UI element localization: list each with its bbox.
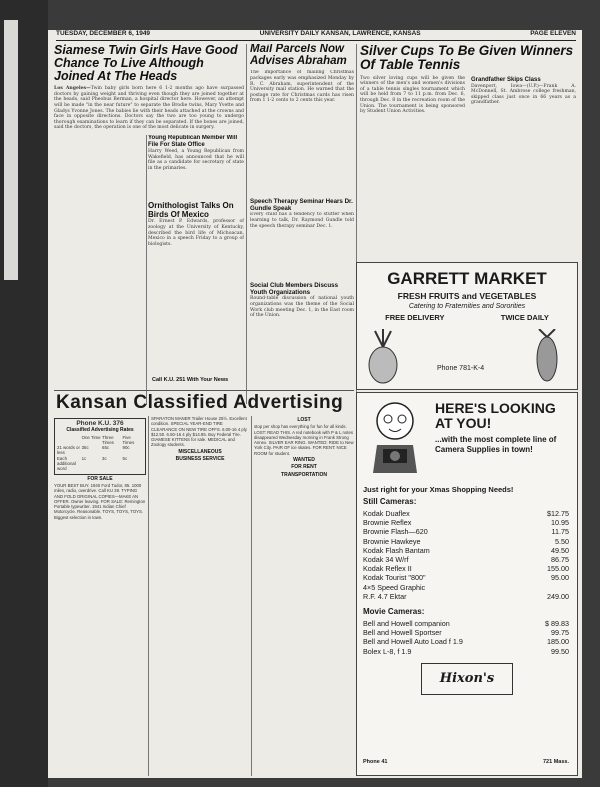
camera-ad xyxy=(356,392,578,776)
camera-sub: ...with the most complete line of Camera Supplies in town! xyxy=(435,435,557,454)
silver-text: Two silver loving cups will be given the winners of the men's and women's divisions of a table tennis singles tournament which will be held from 7 to 11 p.m. from Dec. 6, through Dec. 8 in the recreation room of the Union. The tournament is being sponsored by Student Union Activities. xyxy=(360,75,465,115)
movie-price: 99.75 xyxy=(551,628,569,638)
category-wanted: WANTED xyxy=(293,457,315,464)
still-model: Kodak 34 W/rf xyxy=(363,555,409,565)
young-rep-text: Harry Weed, a Young Republican from Wakefield, has announced that he will file as a candidate for secretary of state in the primaries. xyxy=(148,149,244,171)
category-for-sale: FOR SALE xyxy=(87,475,113,482)
siamese-dateline: Los Angeles— xyxy=(54,86,91,92)
binder-tab xyxy=(4,20,18,280)
column-rule xyxy=(251,416,252,776)
still-model: Kodak Reflex II xyxy=(363,564,412,574)
silver-cups-story xyxy=(360,44,576,284)
rates-box xyxy=(54,418,146,475)
vegetables-icon xyxy=(525,329,569,385)
still-model: Brownie Flash—620 xyxy=(363,527,428,537)
rates-title: Classified Advertising Rates xyxy=(66,427,134,434)
movie-model: Bell and Howell companion xyxy=(363,619,450,628)
still-price: 86.75 xyxy=(551,555,569,565)
still-price: 249.00 xyxy=(547,591,569,601)
category-transportation: TRANSPORTATION xyxy=(281,471,327,478)
young-rep-column xyxy=(148,135,244,395)
siamese-text: Twin baby girls born here 6 1-2 months ago have surpassed doctors by gaining weight and thriving even though they are joined together at the heads, said Pheobus Berman, a hospital director here. However, an attempt will be made "in the near future" to separate the Brodie twins, Mary Yvette and Gladys Yvonne Jones. The babies lie with their heads attached at the crowns and face in opposite directions. Doctors say the two are too young to undergo thorough examinations to learn if they can be separated. If the bones are joined, said the doctors, the operation is one of the most delicate in surgery. xyxy=(54,86,244,131)
still-row xyxy=(363,537,569,546)
mail-text: The importance of mailing Christmas packages early was emphasized Monday by R. C. Abraham, superintendent of the University mail station. He warned that the postage rate for Christmas cards has risen from 1 1-2 cents to 2 cents this year. xyxy=(250,70,354,104)
classified-phone: Phone K.U. 376 xyxy=(76,420,124,427)
movie-row xyxy=(363,637,569,646)
movie-row xyxy=(363,628,569,637)
still-price: 49.50 xyxy=(551,545,569,555)
movie-cameras-title: Movie Cameras: xyxy=(363,607,425,616)
masthead-paper: UNIVERSITY DAILY KANSAN, LAWRENCE, KANSAS xyxy=(259,30,421,37)
still-model: Brownie Hawkeye xyxy=(363,536,421,546)
ornithologist-title: Ornithologist Talks On Birds Of Mexico xyxy=(148,201,234,220)
garrett-line2: Catering to Fraternities and Sororities xyxy=(408,303,526,310)
silver-headline: Silver Cups To Be Given Winners Of Table Tennis xyxy=(360,44,574,72)
still-cameras-title: Still Cameras: xyxy=(363,497,417,506)
still-row xyxy=(363,518,569,527)
column-rule xyxy=(148,416,149,776)
camera-headline: HERE'S LOOKING AT YOU! xyxy=(435,400,556,431)
masthead-date: TUESDAY, DECEMBER 6, 1949 xyxy=(56,30,151,37)
still-cameras-list xyxy=(363,509,569,601)
still-row xyxy=(363,546,569,555)
still-price: 10.95 xyxy=(551,518,569,528)
binder-strip xyxy=(0,0,48,787)
still-price: 5.50 xyxy=(555,536,569,546)
social-club-title: Social Club Members Discuss Youth Organizations xyxy=(250,282,339,297)
hixons-logo: Hixon's xyxy=(421,663,513,695)
still-row xyxy=(363,555,569,564)
garrett-line1: FRESH FRUITS and VEGETABLES xyxy=(397,291,537,301)
speech-text: Every child has a tendency to stutter when learning to talk, Dr. Raymond Gundle told the speech therapy seminar Dec. 1. xyxy=(250,212,354,229)
still-model: Kodak Tourist "800" xyxy=(363,573,426,583)
movie-model: Bell and Howell Sportser xyxy=(363,628,442,638)
classified-column-1 xyxy=(54,416,146,776)
classified-column-3 xyxy=(254,416,354,776)
camera-address: 721 Mass. xyxy=(543,759,569,765)
still-row xyxy=(363,583,569,592)
mail-headline: Mail Parcels Now Advises Abraham xyxy=(250,44,347,67)
young-rep-title: Young Republican Member Will File For State Office xyxy=(148,135,238,148)
still-model: Kodak Duaflex xyxy=(363,509,410,518)
garrett-market-ad xyxy=(356,262,578,390)
movie-cameras-list xyxy=(363,619,569,656)
still-model: Kodak Flash Bantam xyxy=(363,545,430,555)
still-row xyxy=(363,564,569,573)
category-lost: LOST xyxy=(297,417,311,423)
newspaper-page xyxy=(48,30,582,778)
movie-model: Bell and Howell Auto Load f 1.9 xyxy=(363,637,463,647)
classified-col1-text: YOUR BEST BUY. 1940 Ford Tudor, 85. 1000 miles, radio, overdrive. Call KU 39. TYPING AND FOLD ORIGINAL COPIES—MAKE AN OFFER. Owner leaving. FOR SALE: Remington Portable typewriter. 1941 Indian Chief Motorcycle. Reasonable. TOYS, TOYS, TOYS. Biggest selection in town. xyxy=(54,482,146,520)
masthead-page: PAGE ELEVEN xyxy=(530,30,576,37)
movie-model: Bolex L-8, f 1.9 xyxy=(363,646,412,656)
movie-price: $ 89.83 xyxy=(545,619,569,628)
still-row xyxy=(363,592,569,601)
still-row xyxy=(363,509,569,518)
rates-table: One Time Three Times Five Times 21 words or less 35c 65c 90c Each additional word 1c 3c 5c xyxy=(57,434,135,472)
classified-col3-text: stop per shop has everything for fun for all kinds. LOST: READ THIS. A red notebook with P & L notes disappeared Wednesday morning in Frank Strong Annex. SILVER EAR RING. WANTED: RIDE to New York City. PAIR OF ice skates. FOR RENT: NICE ROOM for student. xyxy=(254,424,354,456)
garrett-name: GARRETT MARKET xyxy=(387,269,547,288)
camera-phone: Phone 41 xyxy=(363,759,388,765)
grandfather-text: Davenport, Iowa—(U.P.)—Frank A. McDonnell, St. Ambrose college freshman, skipped class just once in 66 years as a grandfather. xyxy=(471,83,576,106)
speech-title: Speech Therapy Seminar Hears Dr. Gundle Speak xyxy=(250,198,353,213)
call-note: Call K.U. 251 With Your News xyxy=(152,377,229,383)
man-with-camera-icon xyxy=(363,397,427,473)
ornithologist-text: Dr. Ernest P. Edwards, professor of zoology at the University of Kentucky, described the bird life of Michoacan, Mexico in a speech Friday to a group of biologists. xyxy=(148,219,244,247)
garrett-twice: TWICE DAILY xyxy=(500,313,549,322)
still-model: R.F. 4.7 Ektar xyxy=(363,591,407,601)
mail-story xyxy=(250,44,354,404)
still-row xyxy=(363,573,569,582)
siamese-headline: Siamese Twin Girls Have Good Chance To Live Although Joined At The Heads xyxy=(54,44,238,83)
column-rule xyxy=(246,44,247,404)
still-model: 4×5 Speed Graphic xyxy=(363,582,426,592)
section-rule xyxy=(54,390,354,391)
still-model: Brownie Reflex xyxy=(363,518,412,528)
movie-row xyxy=(363,619,569,628)
still-price: 95.00 xyxy=(551,573,569,583)
movie-price: 99.50 xyxy=(551,646,569,656)
movie-row xyxy=(363,647,569,656)
column-rule xyxy=(146,135,147,405)
still-price: $12.75 xyxy=(547,509,569,518)
classified-col2-text: SPARATON MANER Trailer House 25½. Excellent condition. SPECIAL YEAR-END TIRE CLEARANCE ON NEW TIRE OFFS. 6.00-16 4 ply $12.50. 6.50-16 4 ply $14.95. Buy Federal Tire. GIAMESE KITTENS for sale. MEDICAL and Zoology students. xyxy=(151,416,247,448)
camera-just-right: Just right for your Xmas Shopping Needs! xyxy=(363,485,514,494)
category-for-rent: FOR RENT xyxy=(291,464,317,471)
classified-column-2 xyxy=(151,416,249,776)
still-row xyxy=(363,527,569,536)
classified-title: Kansan Classified Advertising xyxy=(56,392,344,413)
movie-price: 185.00 xyxy=(547,637,569,647)
grandfather-title: Grandfather Skips Class xyxy=(471,76,541,83)
garrett-free: FREE DELIVERY xyxy=(385,313,445,322)
still-price: 11.75 xyxy=(551,527,569,537)
pineapple-icon xyxy=(365,329,401,385)
masthead xyxy=(56,30,576,41)
still-price: 155.00 xyxy=(547,564,569,574)
garrett-phone: Phone 781-K-4 xyxy=(437,365,485,372)
social-club-text: Round-table discussion of national youth organizations was the theme of the Social Work club meeting Dec. 1, in the East room of the Union. xyxy=(250,296,354,319)
category-business-service: BUSINESS SERVICE xyxy=(175,456,225,463)
category-miscellaneous: MISCELLANEOUS xyxy=(178,448,222,455)
